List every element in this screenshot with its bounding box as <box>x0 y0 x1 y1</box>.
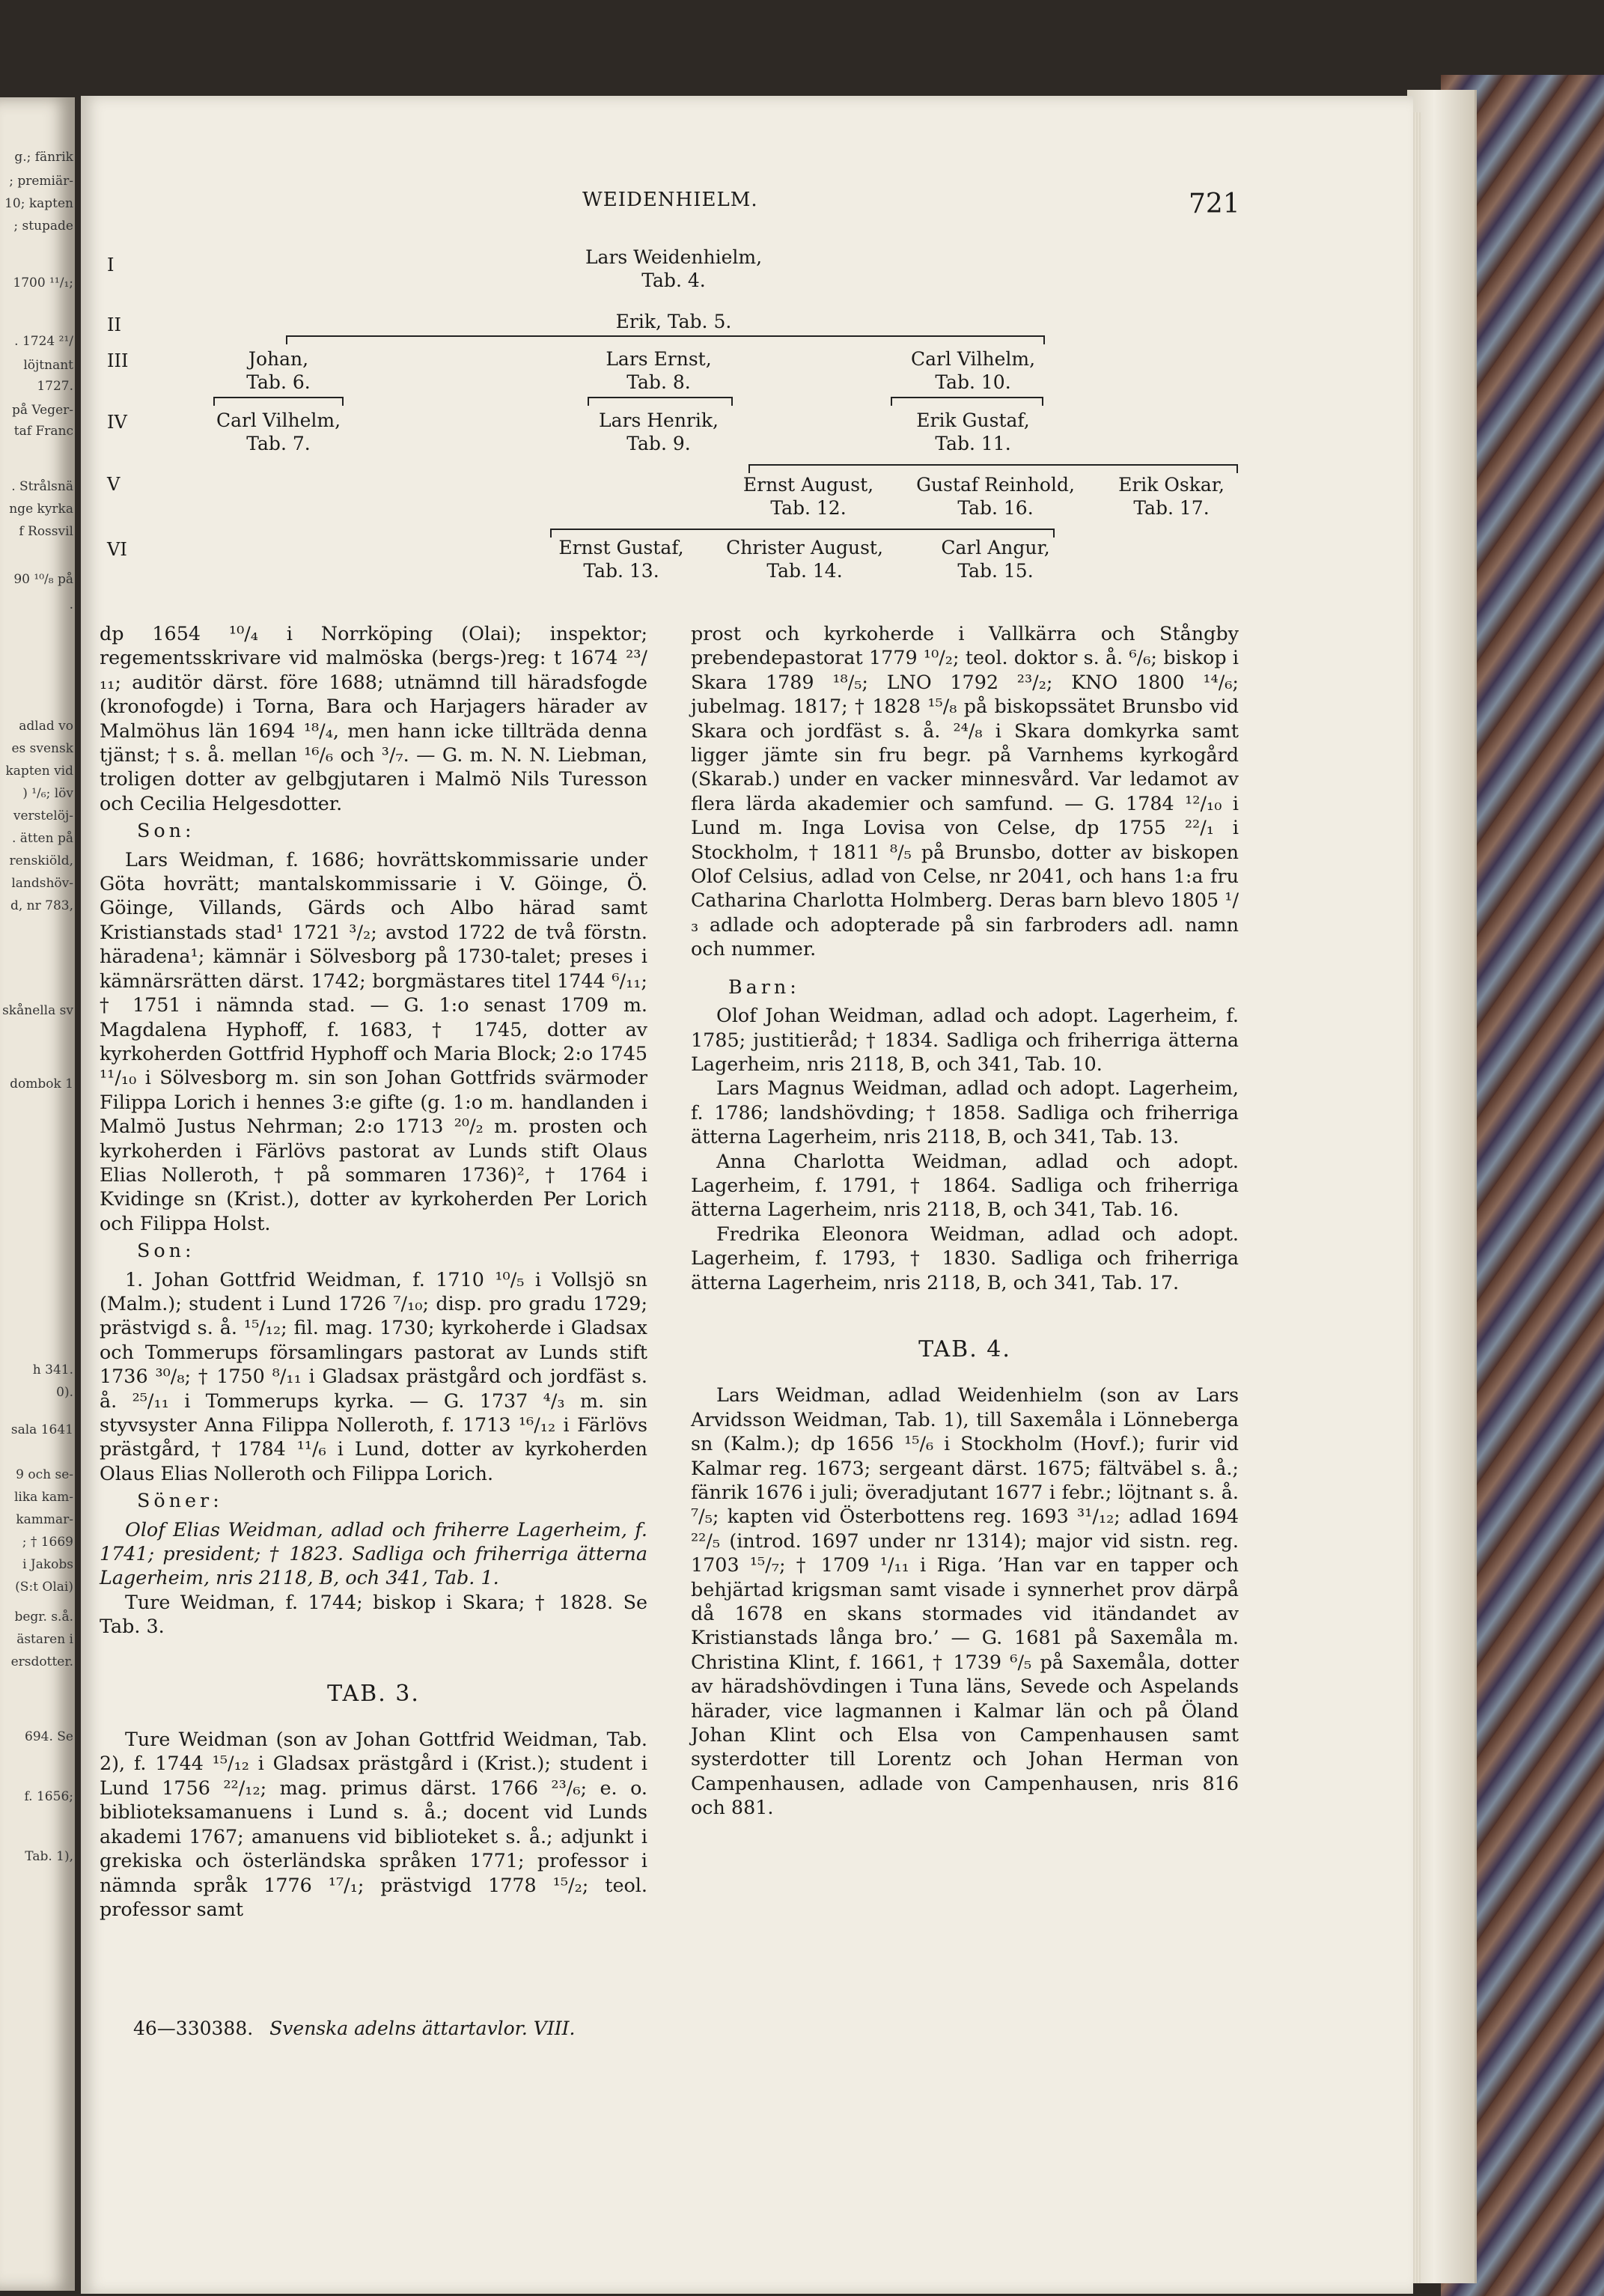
generation-numeral: IV <box>107 412 127 433</box>
tree-node <box>719 473 898 520</box>
facing-page-fragment: . 1724 ²¹/ <box>14 334 73 349</box>
section-label: Söner: <box>137 1489 223 1512</box>
facing-page-fragment: ; stupade <box>13 219 73 234</box>
text-column-right <box>691 621 1239 1820</box>
facing-page-fragment: f. 1656; <box>24 1789 73 1804</box>
facing-page-fragment: f Rossvil <box>19 524 73 539</box>
paragraph: Lars Weidman, f. 1686; hovrättskommissarie under Göta hovrätt; mantalskommissarie i V. Göinge, Ö. Göinge, Villands, Gärds och Albo härad samt Kristianstads stad¹ 1721 ³/₂; avstod 1722 de två förstn. häradena¹; kämnär i Sölvesborg på 1730-talet; preses i kämnärsrätten därst. 1742; borgmästares titel 1744 ⁶/₁₁; † 1751 i nämnda stad. — G. 1:o senast 1709 m. Magdalena Hyphoff, f. 1683, † 1745, dotter av kyrkoherden Gottfrid Hyphoff och Maria Block; 2:o 1745 ¹¹/₁₀ i Sölvesborg m. sin son Johan Gottfrids svärmoder Filippa Lorich i hennes 3:e gifte (g. 1:o m. handlanden i Malmö Justus Nehrman; 2:o 1713 ²⁰/₂ m. prosten och kyrkoherden i Färlövs pastorat av Lunds stift Olaus Elias Nolleroth, † på sommaren 1736)², † 1764 i Kvidinge sn (Krist.), dotter av kyrkoherden Per Lorich och Filippa Holst. <box>100 847 647 1234</box>
section-label: Son: <box>137 1239 195 1262</box>
section-label: Son: <box>137 819 195 842</box>
facing-page-fragment: 9 och se- <box>16 1467 73 1482</box>
page-number: 721 <box>1189 189 1240 219</box>
tree-node-tab: Tab. 9. <box>626 433 691 454</box>
paragraph: Ture Weidman (son av Johan Gottfrid Weidman, Tab. 2), f. 1744 ¹⁵/₁₂ i Gladsax prästgård i (Krist.); student i Lund 1756 ²²/₁₂; mag. primus därst. 1766 ²³/₆; e. o. biblioteksamanuens i Lund s. å.; docent vid Lunds akademi 1767; amanuens vid biblioteket s. å.; adjunkt i grekiska och österländska språken 1771; professor i nämnda språk 1776 ¹⁷/₁; prästvigd 1778 ¹⁵/₂; teol. professor samt <box>100 1728 647 1920</box>
facing-page-fragment: 10; kapten <box>4 196 73 211</box>
generation-numeral: V <box>107 474 121 495</box>
paragraph: Olof Elias Weidman, adlad och friherre Lagerheim, f. 1741; president; † 1823. Sadliga och friherriga ätterna Lagerheim, nris 2118, B, och 341, Tab. 1. <box>100 1517 647 1589</box>
facing-page-fragment: dombok 1 <box>10 1077 73 1091</box>
tree-node-tab: Tab. 4. <box>641 270 706 291</box>
tree-node <box>921 536 1070 582</box>
generation-numeral: VI <box>107 539 127 560</box>
facing-page-fragment: 0). <box>56 1385 73 1400</box>
paragraph: 1. Johan Gottfrid Weidman, f. 1710 ¹⁰/₅ i Vollsjö sn (Malm.); student i Lund 1726 ⁷/₁₀; disp. pro gradu 1729; prästvigd s. å. ¹⁵/₁₂; fil. mag. 1730; kyrkoherde i Gladsax och Tommerups församlingars pastorat av Lunds stift 1736 ³⁰/₈; † 1750 ⁸/₁₁ i Gladsax prästgård och jordfäst s. å. ²⁵/₁₁ i Tommerups kyrka. — G. 1737 ⁴/₃ m. sin styvsyster Anna Filippa Nolleroth, f. 1713 ¹⁶/₁₂ i Färlövs prästgård, † 1784 ¹¹/₆ i Lund, dotter av kyrkoherden Olaus Elias Nolleroth och Filippa Lorich. <box>100 1267 647 1485</box>
section-label: Barn: <box>728 975 800 998</box>
facing-page-fragment: begr. s.å. <box>14 1610 73 1624</box>
tree-node <box>1100 473 1242 520</box>
generation-numeral: II <box>107 314 121 335</box>
tree-node-name: Christer August, <box>726 537 883 558</box>
facing-page-fragment: Tab. 1), <box>25 1849 73 1864</box>
tree-node-name: Erik, Tab. 5. <box>615 311 732 332</box>
tree-node-tab: Tab. 17. <box>1133 497 1210 519</box>
facing-page-fragment: (S:t Olai) <box>15 1580 73 1595</box>
tree-node-tab: Tab. 6. <box>246 371 311 393</box>
table-heading: TAB. 4. <box>918 1336 1011 1362</box>
paragraph: dp 1654 ¹⁰/₄ i Norrköping (Olai); inspektor; regementsskrivare vid malmöska (bergs-)reg: t 1674 ²³/₁₁; auditör därst. före 1688; utnämnd till häradsfogde (kronofogde) i Torna, Bara och Harjagers härader av Malmöhus län 1694 ¹⁸/₄, men hann icke tillträda denna tjänst; † s. å. mellan ¹⁶/₆ och ³/₇. — G. m. N. N. Liebman, troligen dotter av gelbgjutaren i Malmö Nils Turesson och Cecilia Helgesdotter. <box>100 622 647 814</box>
tree-node-tab: Tab. 7. <box>246 433 311 454</box>
print-signature: 46—330388. <box>133 2018 254 2039</box>
tree-node-name: Johan, <box>248 348 309 370</box>
tree-node <box>711 536 898 582</box>
tree-node-tab: Tab. 15. <box>957 560 1034 582</box>
paragraph: Anna Charlotta Weidman, adlad och adopt. Lagerheim, f. 1791, † 1864. Sadliga och friherriga ätterna Lagerheim, nris 2118, B, och 341, Tab. 16. <box>691 1149 1239 1221</box>
paragraph: Fredrika Eleonora Weidman, adlad och adopt. Lagerheim, f. 1793, † 1830. Sadliga och friherriga ätterna Lagerheim, nris 2118, B, och 341, Tab. 17. <box>691 1222 1239 1294</box>
tree-node <box>569 246 778 292</box>
facing-page-fragment: 90 ¹⁰/₈ på <box>13 572 73 587</box>
tree-node-name: Gustaf Reinhold, <box>916 474 1075 496</box>
tree-node <box>584 310 763 333</box>
tree-node <box>876 409 1070 455</box>
facing-page-fragment: . ätten på <box>11 831 73 846</box>
facing-page-fragment: ästaren i <box>16 1632 73 1647</box>
paragraph: Ture Weidman, f. 1744; biskop i Skara; † 1828. Se Tab. 3. <box>100 1590 647 1638</box>
facing-page-fragment: verstelöj- <box>13 809 73 823</box>
facing-page-fragment: ; premiär- <box>9 174 73 189</box>
paragraph: Olof Johan Weidman, adlad och adopt. Lagerheim, f. 1785; justitieråd; † 1834. Sadliga och friherriga ätterna Lagerheim, nris 2118, B, och 341, Tab. 10. <box>691 1004 1239 1075</box>
facing-page-fragment: taf Franc <box>13 424 73 439</box>
generation-numeral: III <box>107 350 129 371</box>
facing-page-fragment: kammar- <box>16 1512 73 1527</box>
facing-page-fragment: d, nr 783, <box>10 898 73 913</box>
tree-node-name: Erik Oskar, <box>1118 474 1225 496</box>
tree-node-tab: Tab. 10. <box>935 371 1011 393</box>
facing-page-fragment: skånella sv <box>2 1003 73 1018</box>
tree-node-name: Carl Vilhelm, <box>910 348 1036 370</box>
tree-node-name: Carl Angur, <box>941 537 1050 558</box>
tree-node-tab: Tab. 16. <box>957 497 1034 519</box>
tree-node-tab: Tab. 8. <box>626 371 691 393</box>
text-column-left <box>100 621 647 1921</box>
tree-bracket <box>748 464 1238 473</box>
page-footer <box>133 2018 575 2039</box>
tree-bracket <box>213 397 344 406</box>
facing-page-fragment: nge kyrka <box>9 502 73 517</box>
tree-node-name: Ernst Gustaf, <box>558 537 684 558</box>
tree-node-name: Lars Henrik, <box>599 409 719 431</box>
facing-page-fragment: i Jakobs <box>22 1557 73 1572</box>
facing-page-fragment: es svensk <box>11 741 73 756</box>
facing-page-fragment: h 341. <box>32 1362 73 1377</box>
facing-page-fragment: på Veger- <box>11 403 73 418</box>
tree-node-name: Ernst August, <box>742 474 874 496</box>
facing-page-fragment: . Strålsnä <box>11 479 73 494</box>
tree-node-name: Lars Weidenhielm, <box>585 246 763 268</box>
tree-node <box>569 409 748 455</box>
tree-node <box>535 536 707 582</box>
tree-node-tab: Tab. 11. <box>935 433 1011 454</box>
running-head: WEIDENHIELM. <box>582 189 758 211</box>
facing-page-fragment: renskiöld, <box>9 853 73 868</box>
tree-node <box>902 473 1089 520</box>
facing-page-fragment: g.; fänrik <box>14 150 73 165</box>
tree-node-tab: Tab. 14. <box>766 560 843 582</box>
tree-node-name: Carl Vilhelm, <box>216 409 341 431</box>
book-title: Svenska adelns ättartavlor. VIII. <box>269 2018 576 2039</box>
paragraph: Lars Magnus Weidman, adlad och adopt. Lagerheim, f. 1786; landshövding; † 1858. Sadliga och friherriga ätterna Lagerheim, nris 2118, B, och 341, Tab. 13. <box>691 1077 1239 1148</box>
tree-bracket <box>891 397 1043 406</box>
facing-page-fragment: ; † 1669 <box>22 1535 73 1550</box>
paragraph: Lars Weidman, adlad Weidenhielm (son av Lars Arvidsson Weidman, Tab. 1), till Saxemåla i Lönneberga sn (Kalm.); dp 1656 ¹⁵/₆ i Stockholm (Hovf.); furir vid Kalmar reg. 1673; sergeant därst. 1675; fältväbel s. å.; fänrik 1676 i juli; överadjutant 1677 i febr.; löjtnant s. å. ⁷/₅; kapten vid Österbottens reg. 1693 ³¹/₁₂; adlad 1694 ²²/₅ (introd. 1697 under nr 1314); major vid sistn. reg. 1703 ¹⁵/₇; † 1709 ¹/₁₁ i Riga. ’Han var en tapper och behjärtad krigsman samt visade i synnerhet prov därpå då 1678 en skans stormades vid itändandet av Kristianstads långa bro.’ — G. 1681 på Saxemåla m. Christina Klint, f. 1661, † 1739 ⁶/₅ på Saxemåla, dotter av häradshövdingen i Tuna läns, Sevede och Aspelands härader, vice lagmannen i Kalmar län och på Öland Johan Klint och Elsa von Campenhausen samt systerdotter till Lorentz och Johan Herman von Campenhausen, adlade von Campenhausen, nris 816 och 881. <box>691 1383 1239 1819</box>
tree-node-name: Lars Ernst, <box>606 348 712 370</box>
tree-node-tab: Tab. 13. <box>583 560 659 582</box>
tree-node-tab: Tab. 12. <box>770 497 847 519</box>
table-heading: TAB. 3. <box>327 1680 420 1707</box>
facing-page-fragment: ) ¹/₆; löv <box>22 786 73 801</box>
facing-page-fragment: löjtnant <box>23 358 73 373</box>
tree-node <box>569 347 748 394</box>
left-page-fragment <box>0 97 75 2291</box>
facing-page-fragment: kapten vid <box>5 764 73 779</box>
tree-bracket <box>588 397 733 406</box>
facing-page-fragment: adlad vo <box>19 719 73 734</box>
paragraph: prost och kyrkoherde i Vallkärra och Stångby prebendepastorat 1779 ¹⁰/₂; teol. doktor s. å. ⁶/₆; biskop i Skara 1789 ¹⁸/₅; LNO 1792 ²³/₂; KNO 1800 ¹⁴/₆; jubelmag. 1817; † 1828 ¹⁵/₈ på biskopssätet Brunsbo vid Skara och jordfäst s. å. ²⁴/₈ i Skara domkyrka samt ligger jämte sin fru begr. på Varnhems kyrkogård (Skarab.) under en vacker minnesvård. Var ledamot av flera lärda akademier och samfund. — G. 1784 ¹²/₁₀ i Lund m. Inga Lovisa von Celse, dp 1755 ²²/₁ i Stockholm, † 1811 ⁸/₅ på Brunsbo, dotter av biskopen Olof Celsius, adlad von Celse, nr 2041, och hans 1:a fru Catharina Charlotta Holmberg. Deras barn blevo 1805 ¹/₃ adlade och adopterade på sin farbroders adl. namn och nummer. <box>691 622 1239 960</box>
tree-node <box>196 409 361 455</box>
tree-node-name: Erik Gustaf, <box>916 409 1030 431</box>
facing-page-fragment: sala 1641 <box>10 1422 73 1437</box>
facing-page-fragment: lika kam- <box>13 1490 73 1505</box>
facing-page-fragment: . <box>69 597 73 612</box>
tree-node <box>196 347 361 394</box>
facing-page-fragment: 694. Se <box>25 1729 73 1744</box>
facing-page-fragment: 1727. <box>37 379 73 394</box>
facing-page-fragment: 1700 ¹¹/₁; <box>13 275 73 290</box>
tree-bracket <box>286 335 1045 344</box>
facing-page-fragment: ersdotter. <box>10 1654 73 1669</box>
generation-numeral: I <box>107 255 115 275</box>
facing-page-fragment: landshöv- <box>11 876 73 891</box>
tree-node <box>876 347 1070 394</box>
